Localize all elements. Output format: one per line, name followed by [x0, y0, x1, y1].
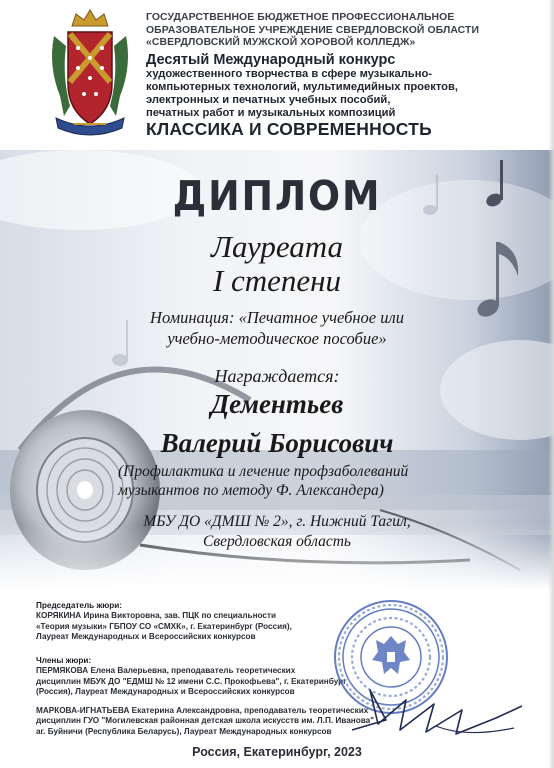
- nomination-line: Номинация: «Печатное учебное или: [150, 308, 404, 327]
- jury-line: «Теория музыки» ГБПОУ СО «СМХК», г. Екатеринбург (Россия),: [36, 621, 292, 631]
- contest-heading: [146, 52, 526, 139]
- organization-name: [146, 12, 506, 50]
- school-name: [0, 512, 554, 552]
- recipient-given-names: Валерий Борисович: [160, 428, 394, 458]
- jury-chair: [36, 601, 336, 642]
- contest-line: электронных и печатных учебных пособий,: [146, 94, 391, 106]
- work-line: (Профилактика и лечение профзаболеваний: [118, 463, 409, 480]
- contest-description: [146, 68, 526, 120]
- nomination-line: учебно-методическое пособие»: [167, 329, 387, 348]
- jury-chair-title: Председатель жюри:: [36, 601, 123, 610]
- contest-line: печатных работ и музыкальных композиций: [146, 107, 396, 119]
- laureate-block: [0, 230, 554, 298]
- signature-icon: [346, 660, 526, 742]
- jury-line: Лауреат Международных и Всероссийских конкурсов: [36, 631, 256, 641]
- school-line: Свердловская область: [203, 533, 351, 550]
- school-line: МБУ ДО «ДМШ № 2», г. Нижний Тагил,: [143, 513, 411, 530]
- jury-line: дисциплин ГУО "Могилевская районная детская школа искусств им. Л.П. Иванова": [36, 716, 375, 726]
- nomination: [0, 307, 554, 349]
- contest-slogan: КЛАССИКА И СОВРЕМЕННОСТЬ: [146, 119, 432, 139]
- place-and-year: Россия, Екатеринбург, 2023: [192, 745, 362, 759]
- jury-line: дисциплин МБУК ДО "ЕДМШ № 12 имени С.С. Прокофьева", г. Екатеринбург: [36, 676, 347, 686]
- diploma-title: ДИПЛОМ: [172, 172, 382, 220]
- awarded-label: Награждается:: [214, 366, 340, 386]
- laureate-label: Лауреата: [210, 229, 344, 264]
- coat-of-arms-icon: [44, 6, 136, 148]
- recipient-surname: Дементьев: [210, 389, 344, 419]
- org-line: ГОСУДАРСТВЕННОЕ БЮДЖЕТНОЕ ПРОФЕССИОНАЛЬНОЕ: [146, 12, 455, 23]
- jury-line: МАРКОВА-ИГНАТЬЕВА Екатерина Александровна, преподаватель теоретических: [36, 706, 369, 715]
- jury-line: аг. Буйничи (Республика Беларусь), Лауреат Международных конкурсов: [36, 726, 332, 736]
- jury-member-2: [36, 706, 375, 737]
- jury-line: (Россия), Лауреат Международных и Всероссийских конкурсов: [36, 686, 295, 696]
- org-line: ОБРАЗОВАТЕЛЬНОЕ УЧРЕЖДЕНИЕ СВЕРДЛОВСКОЙ ОБЛАСТИ: [146, 24, 480, 36]
- jury-line: ПЕРМЯКОВА Елена Валерьевна, преподаватель теоретических: [36, 666, 296, 676]
- scan-edge-shadow: [548, 0, 554, 768]
- contest-title: Десятый Международный конкурс: [146, 52, 396, 68]
- contest-line: компьютерных технологий, мультимедийных проектов,: [146, 81, 458, 93]
- jury-line: КОРЯКИНА Ирина Викторовна, зав. ПЦК по специальности: [36, 611, 277, 621]
- work-line: музыкантов по методу Ф. Александера): [118, 482, 384, 499]
- jury-members-title: Члены жюри:: [36, 656, 92, 665]
- org-line: «СВЕРДЛОВСКИЙ МУЖСКОЙ ХОРОВОЙ КОЛЛЕДЖ»: [146, 37, 416, 48]
- work-title: [118, 462, 448, 500]
- jury-member-1: [36, 656, 347, 697]
- contest-line: художественного творчества в сфере музыкально-: [146, 68, 433, 80]
- degree-label: I степени: [212, 263, 342, 298]
